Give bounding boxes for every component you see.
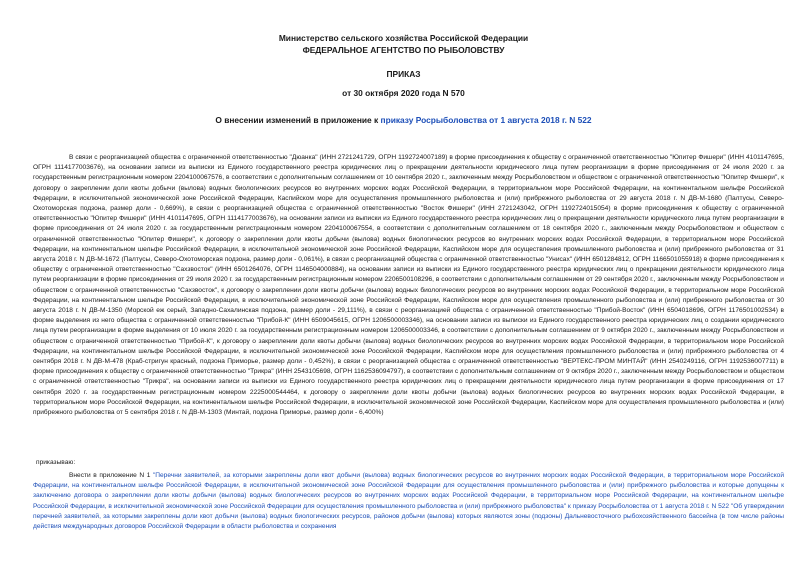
clause-paragraph bbox=[33, 471, 784, 569]
decree-label: приказываю: bbox=[36, 459, 76, 466]
subject-link[interactable]: приказу Росрыболовства от 1 августа 2018 г. N 522 bbox=[380, 115, 592, 125]
subject-prefix: О внесении изменений в приложение к bbox=[215, 115, 381, 125]
clause-link[interactable]: "Перечни заявителей, за которыми закреплены доли квот добычи (вылова) водных биологических ресурсов во внутренних морских водах Российской Федерации, в территориальном море Российской Федерации, на континентальном шельфе Российской Федерации, в исключительной экономической зоне Российской Федерации для осуществления промышленного рыболовства и (или) прибрежного рыболовства и которые допущены к заключению договора о закреплении доли квоты добычи (вылова) водных биологических ресурсов во внутренних морских водах Российской Федерации, в территориальном море Российской Федерации, на континентальном шельфе Российской Федерации, в исключительной экономической зоне Российской Федерации для осуществления промышленного рыболовства и (или) прибрежного рыболовства" к приказу Росрыболовства от 1 августа 2018 г. N 522 "Об утверждении перечней заявителей, за которыми закреплены доли квот добычи (вылова) водных биологических ресурсов, районов добычи (вылова) которых являются зоны (подзоны) Дальневосточного рыбохозяйственного бассейна (в том числе районы действия международных договоров Российской Федерации в области рыболовства и сохранения bbox=[33, 472, 784, 531]
preamble-paragraph: В связи с реорганизацией общества с ограниченной ответственностью "Дюанка" (ИНН 2721241729, ОГРН 1192724007189) в форме присоединения к обществу с ограниченной ответственностью "Юпитер Фишери" (ИНН 4101147695, ОГРН 1114177003676), на основании записи из выписки из Единого государственного реестра юридических лиц о прекращении деятельности юридического лица путем реорганизации в форме присоединения от 24 июля 2020 г. за государственным регистрационным номером 2204100067576, в соответствии с дополнительным соглашением от 10 сентября 2020 г., заключенным между Росрыболовством и обществом с ограниченной ответственностью "Юпитер Фишери", к договору о закреплении доли квоты добычи (вылова) водных биологических ресурсов во внутренних морских водах Российской Федерации, в территориальном море Российской Федерации, на континентальном шельфе Российской Федерации, в исключительной экономической зоне Российской Федерации, Каспийском море для осуществления промышленного рыболовства и (или) прибрежного рыболовства от 29 августа 2018 г. N ДВ-М-1680 (Палтусы, Северо-Охотоморская подзона, размер доли - 0,669%), в связи с реорганизацией общества с ограниченной ответственностью "Восток Фишери" (ИНН 2721243042, ОГРН 1192724015054) в форме присоединения к обществу с ограниченной ответственностью "Юпитер Фишери" (ИНН 4101147695, ОГРН 1114177003676), на основании записи из выписки из Единого государственного реестра юридических лиц о прекращении деятельности юридического лица путем реорганизации в форме присоединения от 24 июля 2020 г. за государственным регистрационным номером 2204100067554, в соответствии с дополнительным соглашением от 18 сентября 2020 г., заключенным между Росрыболовством и обществом с ограниченной ответственностью "Юпитер Фишери", к договору о закреплении доли квоты добычи (вылова) водных биологических ресурсов во внутренних морских водах Российской Федерации, в территориальном море Российской Федерации, на континентальном шельфе Российской Федерации, в исключительной экономической зоне Российской Федерации, Каспийском море для осуществления промышленного рыболовства и (или) прибрежного рыболовства от 31 августа 2018 г. N ДВ-М-1672 (Палтусы, Северо-Охотоморская подзона, размер доли - 0,061%), в связи с реорганизацией общества с ограниченной ответственностью "Унисах" (ИНН 6501284812, ОГРН 1166501055918) в форме присоединения к обществу с ограниченной ответственностью "Сахзвосток" (ИНН 6501264076, ОГРН 1146504000884), на основании записи из выписки из Единого государственного реестра юридических лиц о прекращении деятельности юридического лица путем реорганизации в форме присоединения от 29 июля 2020 г. за государственным регистрационным номером 2206500108296, в соответствии с дополнительным соглашением от 29 сентября 2020 г., заключенным между Росрыболовством и обществом с ограниченной ответственностью "Сахзвосток", к договору о закреплении доли квоты добычи (вылова) водных биологических ресурсов во внутренних морских водах Российской Федерации, в территориальном море Российской Федерации, на континентальном шельфе Российской Федерации, в исключительной экономической зоне Российской Федерации, Каспийском море для осуществления промышленного рыболовства и (или) прибрежного рыболовства от 30 августа 2018 г. N ДВ-М-1350 (Морской еж серый, Западно-Сахалинская подзона, размер доли - 29,111%), в связи с реорганизацией общества с ограниченной ответственностью "Прибой-Восток" (ИНН 6504018696, ОГРН 1176501002534) в форме выделения из него общества с ограниченной ответственностью "Прибой-К" (ИНН 6509045615, ОГРН 1206500003346), на основании записи из выписки из Единого государственного реестра юридических лиц о создании юридического лица путем реорганизации в форме выделения от 10 июля 2020 г. за государственным регистрационным номером 1206500003346, в соответствии с дополнительным соглашением от 9 октября 2020 г., заключенным между Росрыболовством и обществом с ограниченной ответственностью "Прибой-К", к договору о закреплении доли квоты добычи (вылова) водных биологических ресурсов во внутренних морских водах Российской Федерации, в территориальном море Российской Федерации, на континентальном шельфе Российской Федерации, в исключительной экономической зоне Российской Федерации, Каспийском море для осуществления промышленного рыболовства и (или) прибрежного рыболовства от 4 сентября 2018 г. N ДВ-М-478 (Краб-стригун красный, подзона Приморье, размер доли - 0,452%), в связи с реорганизацией общества с ограниченной ответственностью "ВЕРТЕКС-ПРОМ МИНТАЙ" (ИНН 2540249116, ОГРН 1192536007711) в форме присоединения к обществу с ограниченной ответственностью "Трикра" (ИНН 2543105698, ОГРН 1162536094797), в соответствии с дополнительным соглашением от 9 октября 2020 г., заключенным между Росрыболовством и обществом с ограниченной ответственностью "Трикра", на основании записи из выписки из Единого государственного реестра юридических лиц о прекращении деятельности юридического лица путем реорганизации в форме присоединения от 17 сентября 2020 г. за государственным регистрационным номером 2225000544464, к договору о закреплении доли квоты добычи (вылова) водных биологических ресурсов во внутренних морских водах Российской Федерации, в территориальном море Российской Федерации, на континентальном шельфе Российской Федерации, в исключительной экономической зоне Российской Федерации, Каспийском море для осуществления промышленного рыболовства и (или) прибрежного рыболовства от 5 сентября 2018 г. N ДВ-М-1303 (Минтай, подзона Приморье, размер доли - 6,400%) bbox=[33, 154, 784, 417]
agency-name: ФЕДЕРАЛЬНОЕ АГЕНТСТВО ПО РЫБОЛОВСТВУ bbox=[302, 45, 505, 55]
clause-prefix: Внести в приложение N 1 bbox=[69, 472, 153, 479]
document-date: от 30 октября 2020 года N 570 bbox=[342, 88, 465, 98]
ministry-name: Министерство сельского хозяйства Российской Федерации bbox=[278, 33, 529, 43]
document-subject bbox=[0, 115, 807, 125]
document-type: ПРИКАЗ bbox=[386, 69, 421, 79]
